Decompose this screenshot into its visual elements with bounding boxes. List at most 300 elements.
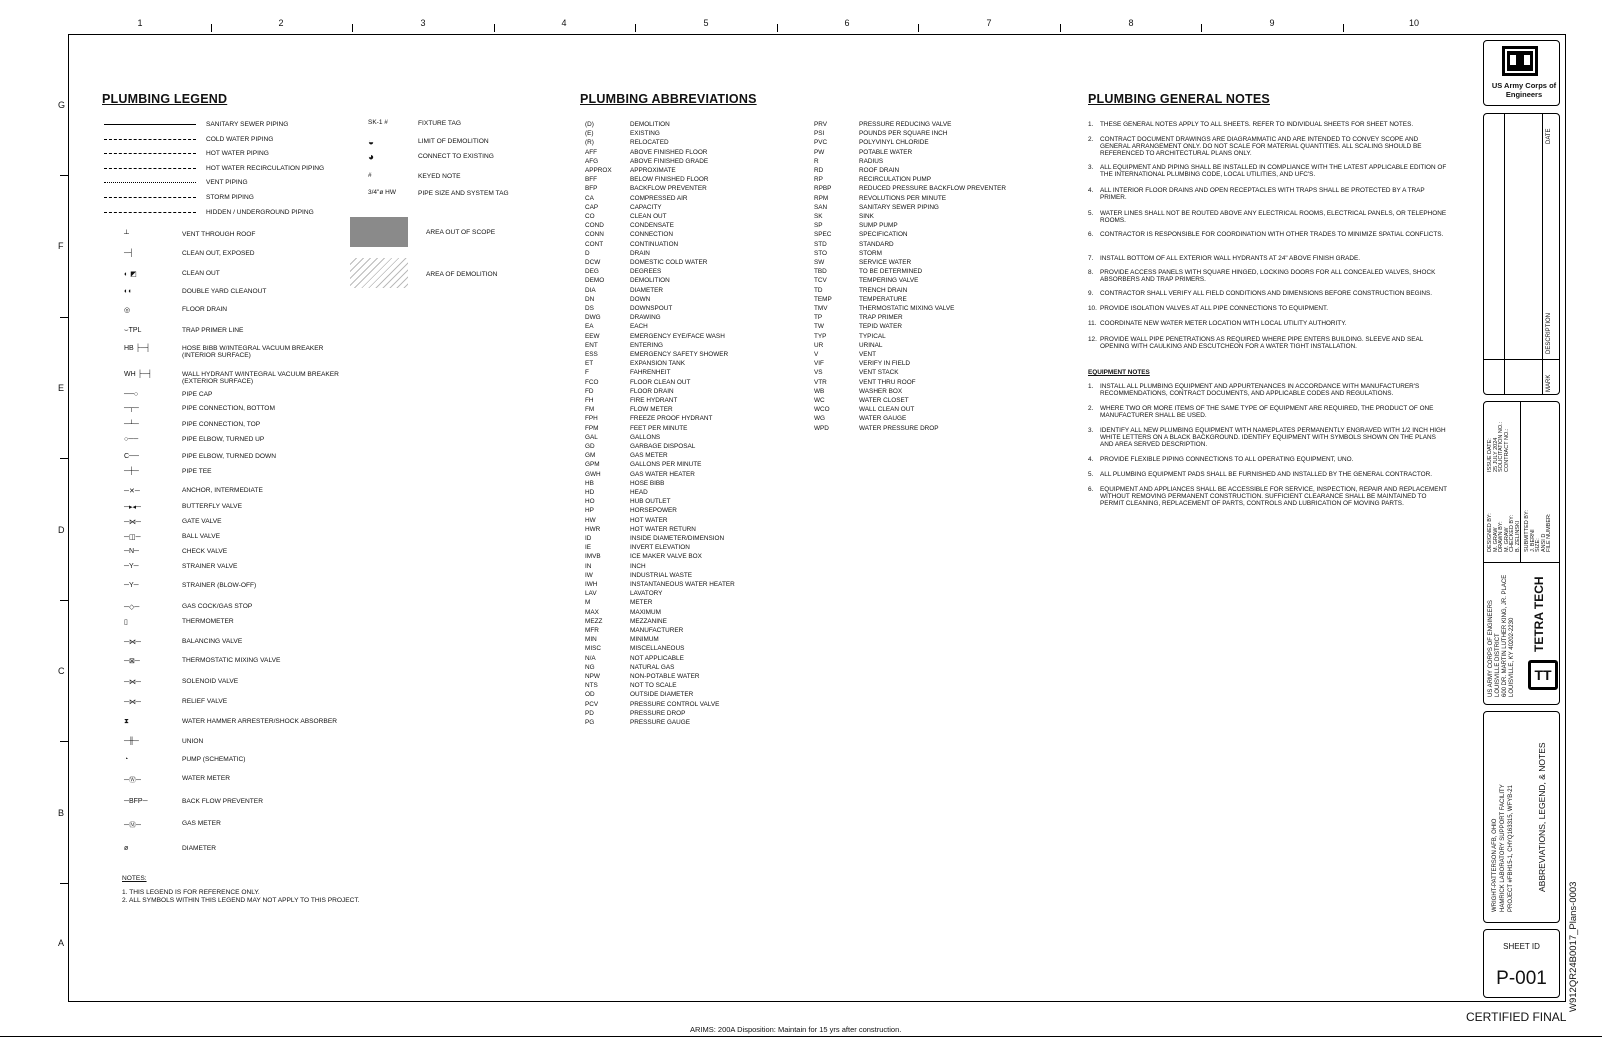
grid-tick	[777, 24, 778, 32]
abbr-description: VENT	[859, 351, 877, 358]
grid-tick	[60, 458, 68, 459]
abbr-description: GAS WATER HEATER	[630, 470, 695, 478]
abbr-code: R	[814, 157, 819, 165]
abbr-code: IW	[585, 571, 593, 579]
abbr-code: PD	[585, 709, 594, 717]
legend-symbol-label: PIPE ELBOW, TURNED UP	[182, 436, 265, 443]
abbr-description: SERVICE WATER	[859, 259, 912, 266]
note-text: THESE GENERAL NOTES APPLY TO ALL SHEETS. REFER TO INDIVIDUAL SHEETS FOR SHEET NOTES.	[1100, 121, 1414, 128]
abbr-code: ENT	[585, 341, 598, 349]
grid-tick	[60, 317, 68, 318]
legend-symbol-icon: ─┬─	[124, 405, 139, 412]
abbr-code: MIN	[585, 636, 597, 644]
abbr-code: VS	[814, 369, 823, 377]
grid-col-7: 7	[986, 18, 992, 28]
certified-stamp: CERTIFIED FINAL	[1466, 1010, 1567, 1024]
legend-symbol-icon: ─Y─	[124, 582, 139, 589]
abbr-description: TO BE DETERMINED	[859, 268, 923, 276]
general-note-item	[1088, 164, 1450, 178]
note-text: CONTRACTOR IS RESPONSIBLE FOR COORDINATION WITH OTHER TRADES TO MINIMIZE SPATIAL CONFLICTS.	[1100, 231, 1444, 238]
grid-tick	[352, 24, 353, 32]
legend-symbol-icon: ─⋈─	[124, 699, 141, 706]
grid-col-6: 6	[844, 18, 850, 28]
agency-logo-block	[1483, 40, 1560, 106]
sheet-title: ABBREVIATIONS, LEGEND, & NOTES	[1537, 742, 1547, 892]
note-text: WATER LINES SHALL NOT BE ROUTED ABOVE ANY ELECTRICAL ROOMS, ELECTRICAL PANELS, OR TELEPHONE ROOMS.	[1100, 210, 1447, 225]
abbr-code: WB	[814, 387, 825, 395]
abbr-description: FAHRENHEIT	[630, 369, 671, 377]
general-notes-title: PLUMBING GENERAL NOTES	[1088, 92, 1270, 106]
abbr-code: (E)	[585, 130, 594, 138]
title-block-text: 600 DR. MARTIN LUTHER KING, JR. PLACE	[1502, 574, 1508, 697]
legend-symbol-icon: ─⋈─	[124, 639, 141, 646]
abbr-description: NOT APPLICABLE	[630, 654, 684, 662]
abbr-description: NOT TO SCALE	[630, 682, 677, 690]
abbr-code: CA	[585, 194, 594, 202]
title-block-text: CHECKED BY:	[1509, 515, 1515, 552]
abbr-description: CONNECTION	[630, 231, 673, 239]
legend-symbol-label: WALL HYDRANT W/INTEGRAL VACUUM BREAKER (EXTERIOR SURFACE)	[182, 371, 339, 385]
abbr-description: INSTANTANEOUS WATER HEATER	[630, 581, 735, 588]
abbr-code: WC	[814, 397, 825, 404]
abbr-description: MISCELLANEOUS	[630, 645, 685, 653]
abbr-code: HP	[585, 507, 594, 515]
title-block-text: HAMRICK LABORATORY SUPPORT FACILITY	[1500, 784, 1506, 912]
note-text: CONTRACTOR SHALL VERIFY ALL FIELD CONDITIONS AND DIMENSIONS BEFORE CONSTRUCTION BEGINS.	[1100, 290, 1433, 297]
abbr-code: D	[585, 249, 590, 257]
piping-line-icon	[104, 153, 196, 154]
abbr-description: ICE MAKER VALVE BOX	[630, 553, 702, 561]
legend-symbol-icon: WH ├─┤	[124, 371, 153, 378]
abbr-code: EA	[585, 323, 594, 331]
legend-symbol-icon: ◐ ◩	[124, 271, 137, 278]
legend-notes-title: NOTES:	[122, 875, 147, 882]
note-number: 2.	[1088, 136, 1094, 143]
legend-symbol-icon: ─◇─	[124, 604, 140, 611]
design-info-block	[1483, 401, 1560, 705]
abbr-description: GALLONS PER MINUTE	[630, 461, 702, 469]
abbr-code: DWG	[585, 314, 601, 322]
general-note-item	[1088, 269, 1450, 283]
abbr-description: CLEAN OUT	[630, 213, 667, 220]
title-block-text: LOUISVILLE DISTRICT	[1495, 633, 1501, 697]
abbr-code: TCV	[814, 277, 827, 285]
abbr-code: COND	[585, 222, 604, 230]
legend-symbol-icon: HB ├─┤	[124, 345, 151, 352]
abbr-code: GM	[585, 452, 596, 460]
abbr-code: OD	[585, 691, 595, 699]
note-text: INSTALL BOTTOM OF ALL EXTERIOR WALL HYDRANTS AT 24" ABOVE FINISH GRADE.	[1100, 255, 1361, 262]
grid-col-3: 3	[420, 18, 426, 28]
legend-symbol-label: BUTTERFLY VALVE	[182, 503, 242, 510]
legend-symbol-icon: ─BFP─	[124, 798, 148, 805]
title-block-text: FILE NUMBER:	[1546, 513, 1552, 552]
general-note-item	[1088, 136, 1450, 158]
abbr-code: HO	[585, 498, 595, 506]
rev-header-date: DATE	[1546, 128, 1552, 144]
legend-symbol-label: BALANCING VALVE	[182, 638, 243, 645]
abbr-description: INDUSTRIAL WASTE	[630, 571, 693, 579]
legend-tag-symbol-icon: ◒	[368, 137, 375, 148]
legend-symbol-icon: ▯	[124, 619, 128, 626]
note-number: 3.	[1088, 164, 1094, 171]
piping-label: HIDDEN / UNDERGROUND PIPING	[206, 208, 314, 216]
piping-line-icon	[104, 139, 196, 140]
abbr-code: GD	[585, 443, 595, 450]
grid-tick	[60, 883, 68, 884]
legend-symbol-label: PIPE CONNECTION, TOP	[182, 421, 261, 428]
piping-label: STORM PIPING	[206, 194, 254, 201]
abbr-code: F	[585, 369, 589, 377]
sheet-id-block	[1483, 929, 1560, 998]
note-text: PROVIDE WALL PIPE PENETRATIONS AS REQUIRED WHERE PIPE ENTERS BUILDING. SLEEVE AND SEAL OPENING WITH CAULKING AND ESCUTCHEON FOR A WATER TIGHT INSTALLATION.	[1100, 336, 1424, 351]
abbr-description: TYPICAL	[859, 332, 886, 340]
abbr-description: EACH	[630, 323, 648, 331]
abbr-description: POUNDS PER SQUARE INCH	[859, 130, 948, 138]
general-note-item	[1088, 210, 1450, 224]
note-number: 11.	[1088, 320, 1097, 327]
project-block	[1483, 711, 1560, 923]
abbr-description: NATURAL GAS	[630, 663, 675, 671]
grid-row-g: G	[58, 100, 66, 110]
abbr-description: MANUFACTURER	[630, 627, 684, 634]
abbr-description: GARBAGE DISPOSAL	[630, 443, 696, 450]
title-block-text: 25 JULY 2024	[1492, 437, 1499, 472]
grid-tick	[918, 24, 919, 32]
abbr-description: LAVATORY	[630, 590, 663, 598]
abbr-description: HOSE BIBB	[630, 479, 665, 487]
abbr-description: EMERGENCY EYE/FACE WASH	[630, 332, 725, 340]
abbr-code: PCV	[585, 700, 599, 708]
grid-col-10: 10	[1408, 18, 1420, 28]
note-number: 7.	[1088, 255, 1094, 262]
title-block-text: DESIGNED BY:	[1487, 513, 1493, 552]
note-number: 2.	[1088, 405, 1094, 412]
note-text: CONTRACT DOCUMENT DRAWINGS ARE DIAGRAMMATIC AND ARE INTENDED TO CONVEY SCOPE AND GENERAL ARRANGEMENT ONLY. DO NOT SCALE FOR MATERIAL QUANTITIES. ALL SCALING SHOULD BE REFERENCED TO ARCHITECTURAL PLANS ONLY.	[1100, 136, 1422, 158]
abbr-description: MINIMUM	[630, 636, 659, 644]
abbr-description: APPROXIMATE	[630, 167, 676, 174]
abbr-description: PRESSURE CONTROL VALVE	[630, 700, 720, 708]
abbr-code: NPW	[585, 673, 600, 680]
abbr-code: MAX	[585, 608, 599, 616]
abbr-code: ET	[585, 360, 594, 368]
legend-tag-symbol-icon: ◕	[368, 152, 375, 163]
abbr-description: NON-POTABLE WATER	[630, 673, 700, 680]
abbr-description: SANITARY SEWER PIPING	[859, 203, 939, 211]
abbr-code: TP	[814, 314, 823, 322]
general-note-item	[1088, 290, 1450, 297]
area-of-demolition-label: AREA OF DEMOLITION	[426, 271, 498, 278]
abbr-description: TRENCH DRAIN	[859, 286, 908, 294]
abbr-description: INCH	[630, 562, 646, 570]
abbr-code: PRV	[814, 121, 828, 128]
general-note-item	[1088, 121, 1450, 128]
piping-label: HOT WATER PIPING	[206, 150, 269, 158]
note-number: 1.	[1088, 383, 1094, 390]
abbr-code: UR	[814, 341, 824, 349]
legend-tag-symbol-icon: #	[368, 172, 372, 179]
abbr-code: STD	[814, 240, 827, 248]
grid-row-c: C	[58, 666, 65, 676]
abbr-code: WCO	[814, 406, 830, 414]
grid-tick	[60, 175, 68, 176]
abbr-code: PSI	[814, 130, 825, 138]
equipment-note-item	[1088, 486, 1450, 508]
piping-line-icon	[104, 182, 196, 183]
abbreviations-title: PLUMBING ABBREVIATIONS	[580, 92, 757, 106]
abbr-description: TRAP PRIMER	[859, 314, 903, 322]
abbr-code: CO	[585, 213, 595, 220]
legend-symbol-icon: ─◫─	[124, 534, 141, 541]
abbr-code: DIA	[585, 286, 596, 294]
abbr-description: POTABLE WATER	[859, 148, 913, 156]
abbr-code: GPM	[585, 461, 600, 469]
abbr-code: FPH	[585, 415, 598, 423]
abbr-code: GAL	[585, 433, 598, 441]
grid-tick	[1060, 24, 1061, 32]
note-number: 12.	[1088, 336, 1097, 343]
abbr-code: DS	[585, 305, 594, 312]
abbr-description: DOWN	[630, 295, 651, 303]
legend-symbol-label: BALL VALVE	[182, 533, 220, 540]
legend-symbol-label: PIPE CONNECTION, BOTTOM	[182, 405, 275, 412]
legend-symbol-label: PIPE TEE	[182, 468, 212, 475]
legend-symbol-label: PUMP (SCHEMATIC)	[182, 756, 246, 763]
grid-row-e: E	[58, 383, 65, 393]
abbr-code: CAP	[585, 203, 599, 211]
legend-symbol-icon: ─Y─	[124, 563, 139, 570]
abbr-description: EXPANSION TANK	[630, 360, 686, 368]
equipment-note-item	[1088, 405, 1450, 419]
abbr-code: WG	[814, 415, 826, 423]
note-text: IDENTIFY ALL NEW PLUMBING EQUIPMENT WITH NAMEPLATES PERMANENTLY ENGRAVED WITH 1/2 INCH HIGH WHITE LETTERS ON A BLACK BACKGROUND. IDENTIFY EQUIPMENT WITH SYMBOLS SHOWN ON THE PLANS AND AREA SERVED DESCRIPTION.	[1100, 427, 1446, 449]
legend-symbol-label: STRAINER (BLOW-OFF)	[182, 582, 257, 589]
abbr-code: BFP	[585, 185, 598, 193]
legend-symbol-label: WATER HAMMER ARRESTER/SHOCK ABSORBER	[182, 718, 337, 725]
abbr-description: HOT WATER	[630, 516, 668, 524]
abbr-description: CONDENSATE	[630, 222, 674, 230]
abbr-code: HWR	[585, 525, 601, 533]
general-note-item	[1088, 320, 1450, 327]
abbr-description: SUMP PUMP	[859, 222, 898, 230]
legend-symbol-label: SOLENOID VALVE	[182, 678, 239, 685]
legend-symbol-label: VENT THROUGH ROOF	[182, 231, 256, 238]
abbr-code: IMVB	[585, 553, 601, 561]
legend-symbol-label: DOUBLE YARD CLEANOUT	[182, 288, 267, 295]
legend-note-1: 1. THIS LEGEND IS FOR REFERENCE ONLY.	[122, 889, 260, 896]
equipment-note-item	[1088, 427, 1450, 449]
abbr-code: FPM	[585, 424, 599, 432]
note-text: PROVIDE FLEXIBLE PIPING CONNECTIONS TO ALL OPERATING EQUIPMENT, UNO.	[1100, 456, 1354, 463]
legend-symbol-label: WATER METER	[182, 775, 230, 782]
area-of-demolition-swatch	[350, 258, 408, 288]
abbr-code: (R)	[585, 139, 594, 147]
abbr-description: ABOVE FINISHED FLOOR	[630, 148, 708, 156]
legend-symbol-label: TRAP PRIMER LINE	[182, 327, 244, 334]
abbr-code: VIF	[814, 360, 824, 368]
abbr-description: FLOOR CLEAN OUT	[630, 378, 691, 386]
abbr-description: DEMOLITION	[630, 121, 670, 128]
abbr-description: HEAD	[630, 489, 648, 496]
legend-symbol-label: PIPE ELBOW, TURNED DOWN	[182, 453, 277, 460]
abbr-code: M	[585, 599, 591, 607]
title-block-text: CONTRACT NO.:	[1503, 428, 1510, 472]
legend-symbol-label: BACK FLOW PREVENTER	[182, 798, 263, 805]
abbr-description: SINK	[859, 213, 874, 220]
abbr-code: AFF	[585, 148, 598, 156]
legend-symbol-label: FLOOR DRAIN	[182, 306, 228, 313]
abbr-description: THERMOSTATIC MIXING VALVE	[859, 305, 955, 312]
abbr-code: GWH	[585, 470, 601, 478]
abbr-code: FCO	[585, 378, 599, 386]
abbr-description: SPECIFICATION	[859, 231, 908, 239]
grid-tick	[494, 24, 495, 32]
abbr-description: ROOF DRAIN	[859, 167, 900, 174]
note-text: ALL EQUIPMENT AND PIPING SHALL BE INSTALLED IN COMPLIANCE WITH THE LATEST APPLICABLE EDITION OF THE INTERNATIONAL PLUMBING CODE, LOCAL UTILITIES, AND UFC'S.	[1100, 164, 1447, 179]
abbr-code: TW	[814, 323, 824, 331]
abbr-description: DRAWING	[630, 314, 661, 322]
title-block-text: PROJECT #FBH15-1, CHYQ163315, WFYB-21	[1508, 785, 1514, 912]
abbr-description: PRESSURE REDUCING VALVE	[859, 121, 952, 128]
abbr-code: CONT	[585, 240, 604, 248]
note-text: INSTALL ALL PLUMBING EQUIPMENT AND APPURTENANCES IN ACCORDANCE WITH MANUFACTURER'S RECOMMENDATIONS, CONTRACT DOCUMENTS, AND APPLICABLE CODES AND REGULATIONS.	[1100, 383, 1420, 398]
piping-label: SANITARY SEWER PIPING	[206, 121, 289, 128]
grid-col-2: 2	[278, 18, 284, 28]
general-note-item	[1088, 336, 1450, 350]
legend-symbol-label: DIAMETER	[182, 845, 217, 852]
piping-line-icon	[104, 197, 196, 198]
grid-col-8: 8	[1128, 18, 1134, 28]
equipment-notes-title: EQUIPMENT NOTES	[1088, 369, 1150, 376]
legend-symbol-label: GATE VALVE	[182, 518, 222, 525]
legend-symbol-icon: ──○	[124, 391, 139, 398]
piping-label: HOT WATER RECIRCULATION PIPING	[206, 164, 325, 172]
abbr-description: METER	[630, 599, 653, 607]
note-text: PROVIDE ACCESS PANELS WITH SQUARE HINGED, LOCKING DOORS FOR ALL CONCEALED VALVES, SHOCK ABSORBERS AND TRAP PRIMERS.	[1100, 269, 1436, 284]
abbr-code: RD	[814, 167, 824, 174]
abbr-code: TMV	[814, 305, 828, 312]
legend-symbol-label: CHECK VALVE	[182, 548, 228, 555]
abbr-code: VTR	[814, 378, 827, 386]
note-number: 6.	[1088, 231, 1094, 238]
abbr-code: PW	[814, 148, 825, 156]
legend-symbol-icon: C──	[124, 453, 139, 460]
title-block-text: WRIGHT-PATTERSON AFB, OHIO	[1492, 818, 1498, 912]
abbr-description: STANDARD	[859, 240, 894, 248]
grid-tick	[1201, 24, 1202, 32]
title-block-text: B. ZELINSKI	[1514, 520, 1521, 552]
general-note-item	[1088, 231, 1450, 238]
legend-symbol-icon: ─┼─	[124, 468, 139, 475]
note-number: 4.	[1088, 456, 1094, 463]
abbr-code: FD	[585, 387, 594, 395]
abbr-description: FLOW METER	[630, 406, 673, 414]
abbr-code: HD	[585, 489, 595, 496]
equipment-note-item	[1088, 471, 1450, 478]
abbr-code: IWH	[585, 581, 598, 588]
legend-note-2: 2. ALL SYMBOLS WITHIN THIS LEGEND MAY NOT APPLY TO THIS PROJECT.	[122, 897, 360, 904]
abbr-code: N/A	[585, 654, 596, 662]
grid-row-a: A	[58, 938, 65, 948]
abbr-description: PRESSURE DROP	[630, 709, 686, 717]
general-note-item	[1088, 305, 1450, 312]
title-block-text: SUBMITTED BY:	[1524, 510, 1530, 552]
legend-symbol-label: CLEAN OUT	[182, 270, 220, 277]
note-text: EQUIPMENT AND APPLIANCES SHALL BE ACCESSIBLE FOR SERVICE, INSPECTION, REPAIR AND REPLACEMENT WITHOUT REMOVING PERMANENT CONSTRUCTION. SUFFICIENT CLEARANCE SHALL BE MAINTAINED TO PERMIT CLEANING, REPLACEMENT OF PARTS, CONTROLS AND LUBRICATION OF MOVING PARTS.	[1100, 486, 1447, 508]
title-block-text: J. BERNI	[1529, 529, 1536, 552]
grid-tick	[60, 600, 68, 601]
abbr-code: SK	[814, 213, 823, 220]
abbr-code: DEG	[585, 268, 599, 276]
piping-label: COLD WATER PIPING	[206, 135, 274, 143]
title-block-text: SOLICITATION NO.:	[1498, 421, 1504, 472]
legend-symbol-icon: ◎	[124, 307, 131, 314]
note-number: 5.	[1088, 210, 1094, 217]
abbr-code: MISC	[585, 645, 601, 653]
abbr-description: CONTINUATION	[630, 240, 679, 248]
abbr-description: INVERT ELEVATION	[630, 544, 690, 552]
abbr-description: FIRE HYDRANT	[630, 397, 678, 404]
note-text: COORDINATE NEW WATER METER LOCATION WITH LOCAL UTILITY AUTHORITY.	[1100, 320, 1347, 327]
abbr-code: TYP	[814, 332, 827, 340]
abbr-code: TD	[814, 286, 823, 294]
abbr-code: RP	[814, 176, 823, 184]
abbr-code: RPBP	[814, 185, 832, 193]
note-text: PROVIDE ISOLATION VALVES AT ALL PIPE CONNECTIONS TO EQUIPMENT.	[1100, 305, 1328, 312]
legend-symbol-label: HOSE BIBB W/INTEGRAL VACUUM BREAKER (INTERIOR SURFACE)	[182, 345, 324, 359]
legend-symbol-icon: ◐◐	[124, 288, 133, 295]
legend-symbol-icon: ◔	[124, 756, 129, 763]
bottom-rule	[0, 1036, 1602, 1037]
abbr-description: MEZZANINE	[630, 617, 667, 625]
abbr-code: MFR	[585, 627, 599, 634]
legend-symbol-icon: ─Ⓜ─	[124, 822, 141, 829]
abbr-description: WALL CLEAN OUT	[859, 406, 915, 414]
abbr-code: PG	[585, 719, 595, 726]
legend-symbol-icon: ○──	[124, 436, 139, 443]
note-text: ALL INTERIOR FLOOR DRAINS AND OPEN RECEPTACLES WITH TRAPS SHALL BE PROTECTED BY A TRAP PRIMER.	[1100, 187, 1425, 202]
grid-row-b: B	[58, 808, 65, 818]
legend-symbol-label: ANCHOR, INTERMEDIATE	[182, 487, 263, 494]
grid-tick	[635, 24, 636, 32]
abbr-description: COMPRESSED AIR	[630, 194, 688, 202]
legend-symbol-label: RELIEF VALVE	[182, 698, 228, 705]
abbr-description: FLOOR DRAIN	[630, 387, 674, 395]
note-number: 8.	[1088, 269, 1094, 276]
abbr-description: POLYVINYL CHLORIDE	[859, 139, 929, 147]
grid-row-d: D	[58, 525, 65, 535]
abbr-description: HOT WATER RETURN	[630, 525, 696, 533]
legend-tag-label: PIPE SIZE AND SYSTEM TAG	[418, 190, 509, 197]
abbr-description: REDUCED PRESSURE BACKFLOW PREVENTER	[859, 185, 1007, 193]
title-block-text: ANSI D	[1540, 533, 1547, 552]
legend-tag-label: FIXTURE TAG	[418, 120, 461, 127]
piping-line-icon	[104, 124, 196, 125]
legend-symbol-label: CLEAN OUT, EXPOSED	[182, 250, 255, 257]
abbr-description: STORM	[859, 249, 882, 257]
abbr-code: CONN	[585, 231, 604, 239]
abbr-description: WATER GAUGE	[859, 415, 907, 423]
abbr-code: RPM	[814, 194, 829, 202]
abbr-description: EXISTING	[630, 130, 660, 138]
abbr-description: TEMPERATURE	[859, 295, 907, 303]
abbr-code: AFG	[585, 157, 599, 165]
legend-symbol-icon: ⧗	[124, 718, 129, 725]
abbr-code: IN	[585, 562, 592, 570]
abbr-code: ID	[585, 535, 592, 542]
abbr-description: HORSEPOWER	[630, 507, 677, 515]
abbr-description: ABOVE FINISHED GRADE	[630, 157, 709, 165]
